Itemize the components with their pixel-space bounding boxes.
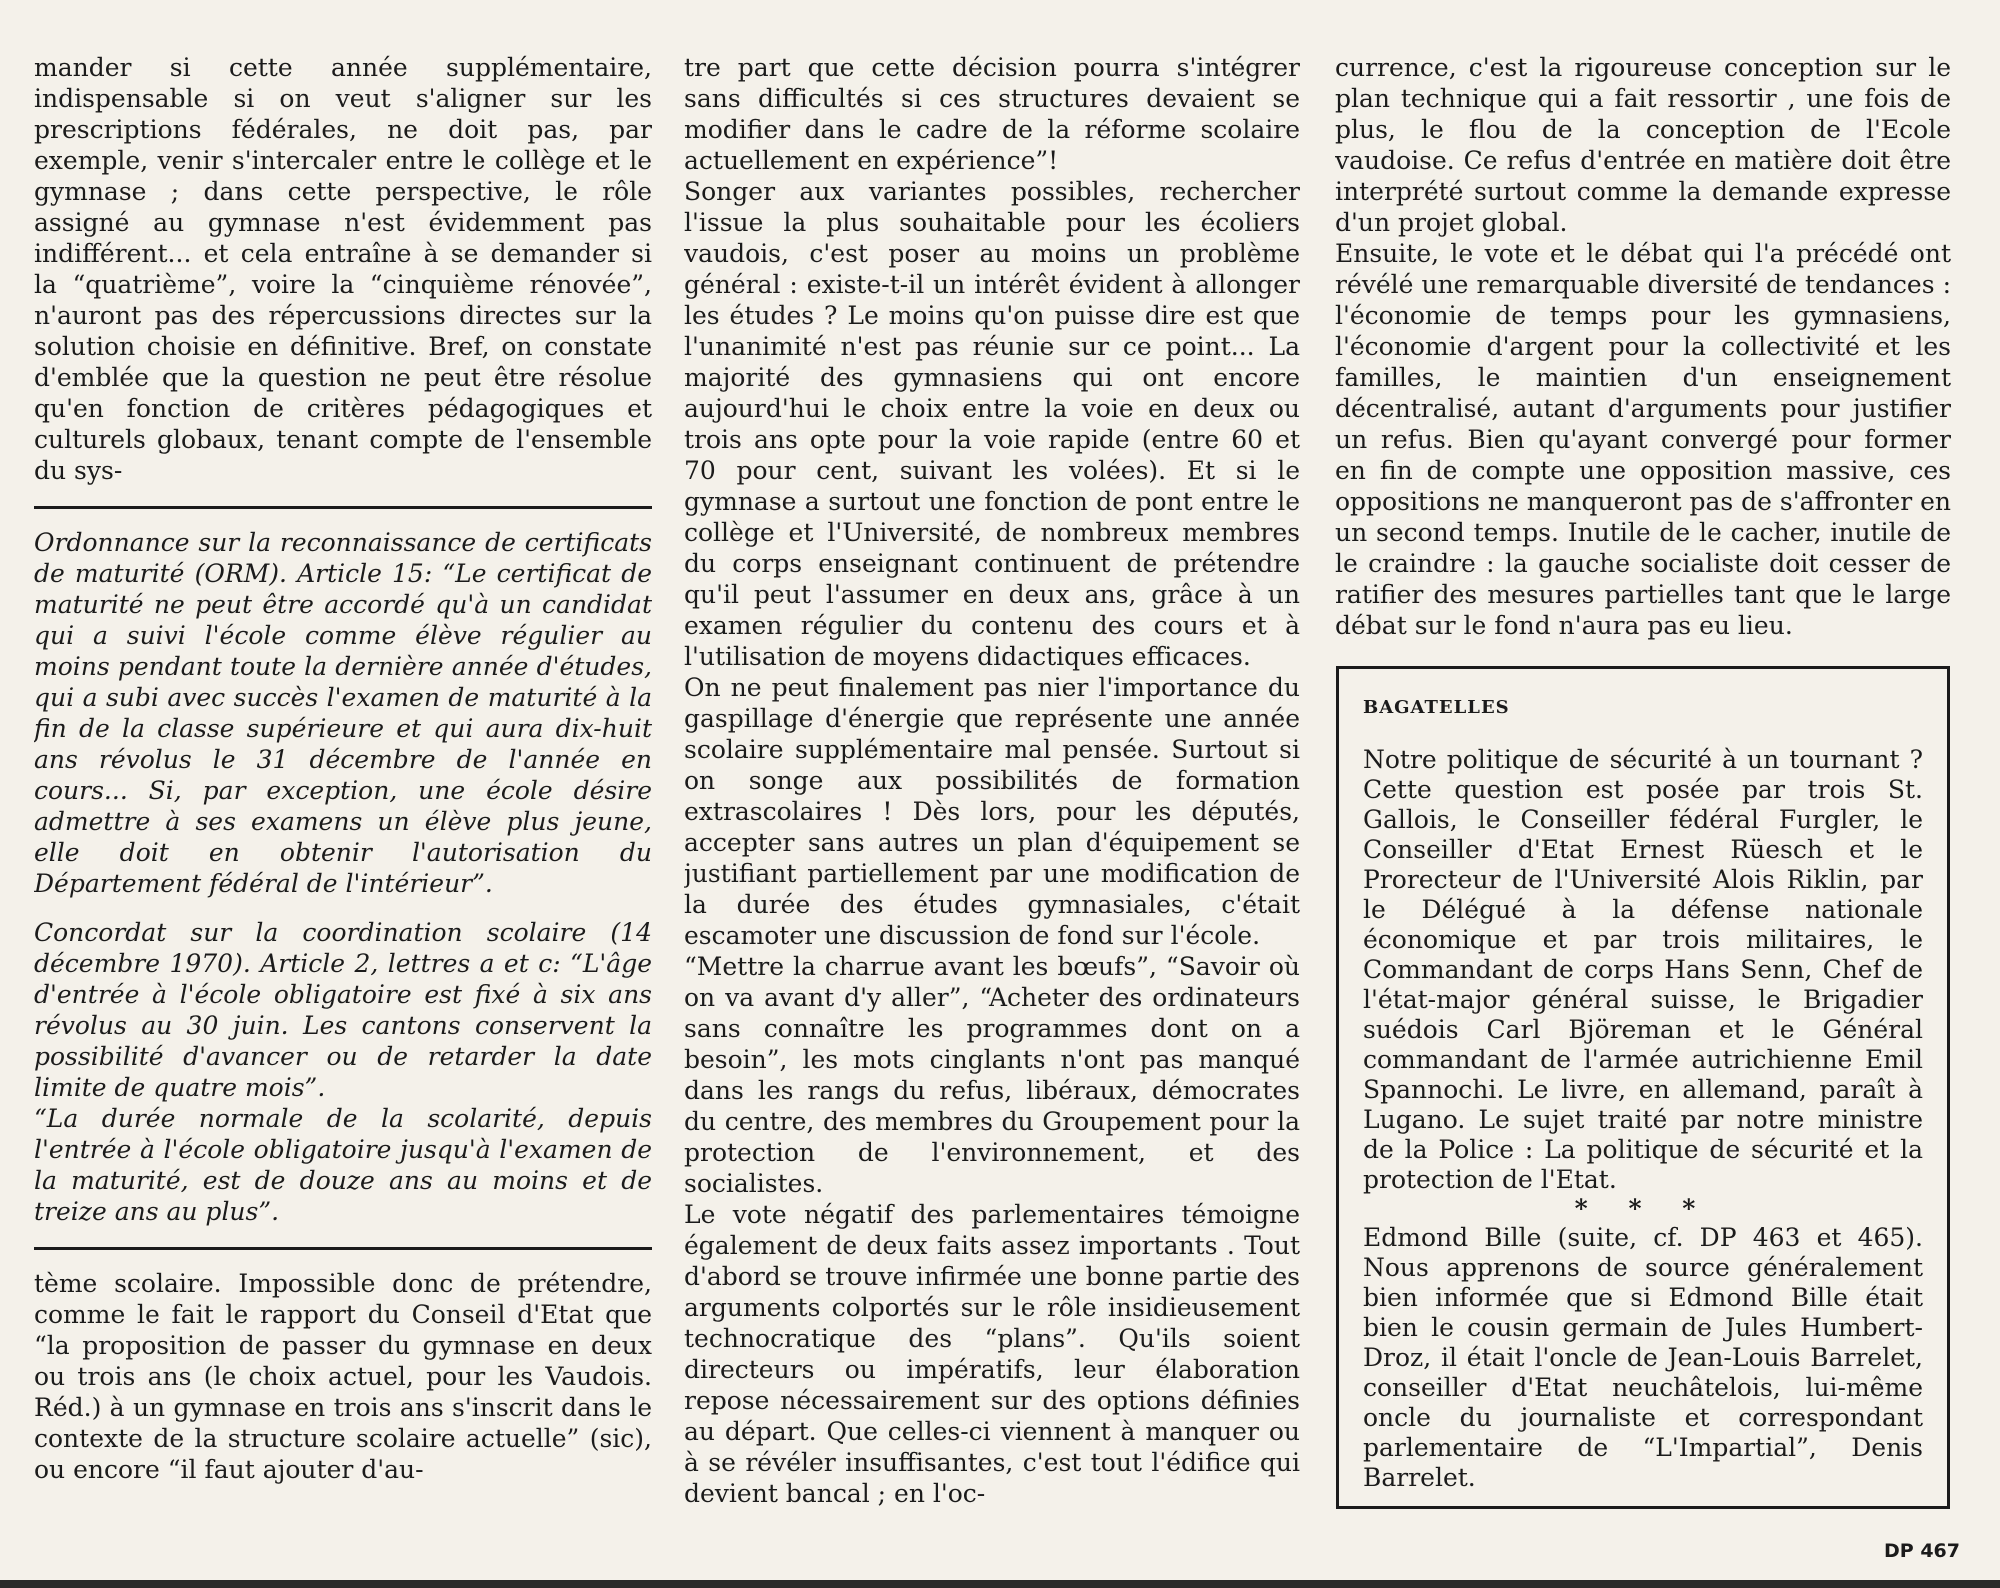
bagatelles-box (1336, 666, 1950, 1509)
column-2 (684, 52, 1300, 1542)
page-number: DP 467 (1884, 1540, 1960, 1562)
article-paragraph: Le vote négatif des parlementaires témoigne également de deux faits assez importants . Tout d'abord se trouve infirmée une bonne partie des arguments colportés sur le rôle insidieusement technocratique des “plans”. Qu'ils soient directeurs ou impératifs, leur élaboration repose nécessairement sur des options définies au départ. Que celles-ci viennent à manquer ou à se révéler insuffisantes, c'est tout l'édifice qui devient bancal ; en l'oc- (684, 1200, 1300, 1508)
article-paragraph: Ensuite, le vote et le débat qui l'a précédé ont révélé une remarquable diversité de tendances : l'économie de temps pour les gymnasiens, l'économie d'argent pour la collectivité et les familles, le maintien d'un enseignement décentralisé, autant d'arguments pour justifier un refus. Bien qu'ayant convergé pour former en fin de compte une opposition massive, ces oppositions ne manqueront pas de s'affronter en un second temps. Inutile de le cacher, inutile de le craindre : la gauche socialiste doit cesser de ratifier des mesures partielles tant que le large débat sur le fond n'aura pas eu lieu. (1335, 239, 1951, 640)
bottom-edge (0, 1580, 2000, 1588)
column-1 (34, 52, 652, 1542)
box-paragraph: Edmond Bille (suite, cf. DP 463 et 465). Nous apprenons de source généralement bien informée que si Edmond Bille était bien le cousin germain de Jules Humbert-Droz, il était l'oncle de Jean-Louis Barrelet, conseiller d'Etat neuchâtelois, lui-même oncle du journaliste et correspondant parlementaire de “L'Impartial”, Denis Barrelet. (1363, 1223, 1923, 1492)
article-paragraph: Songer aux variantes possibles, rechercher l'issue la plus souhaitable pour les écoliers vaudois, c'est poser au moins un problème général : existe-t-il un intérêt évident à allonger les études ? Le moins qu'on puisse dire est que l'unanimité n'est pas réunie sur ce point... La majorité des gymnasiens qui ont encore aujourd'hui le choix entre la voie en deux ou trois ans opte pour la voie rapide (entre 60 et 70 pour cent, suivant les volées). Et si le gymnase a surtout une fonction de pont entre le collège et l'Université, de nombreux membres du corps enseignant continuent de prétendre qu'il peut l'assumer en deux ans, grâce à un examen régulier du contenu des cours et à l'utilisation de moyens didactiques efficaces. (684, 177, 1300, 671)
divider (34, 1247, 652, 1250)
article-paragraph: On ne peut finalement pas nier l'importance du gaspillage d'énergie que représente une année scolaire supplémentaire mal pensée. Surtout si on songe aux possibilités de formation extrascolaires ! Dès lors, pour les députés, accepter sans autres un plan d'équipement se justifiant partiellement par une modification de la durée des études gymnasiales, c'était escamoter une discussion de fond sur l'école. (684, 673, 1300, 950)
article-paragraph: currence, c'est la rigoureuse conception sur le plan technique qui a fait ressortir , une fois de plus, le flou de la conception de l'Ecole vaudoise. Ce refus d'entrée en matière doit être interprété surtout comme la demande expresse d'un projet global. (1335, 53, 1951, 237)
box-paragraph: Notre politique de sécurité à un tournant ? Cette question est posée par trois St. Gallois, le Conseiller fédéral Furgler, le Conseiller d'Etat Ernest Rüesch et le Prorecteur de l'Université Alois Riklin, par le Délégué à la défense nationale économique et par trois militaires, le Commandant de corps Hans Senn, Chef de l'état-major général suisse, le Brigadier suédois Carl Björeman et le Général commandant de l'armée autrichienne Emil Spannochi. Le livre, en allemand, paraît à Lugano. Le sujet traité par notre ministre de la Police : La politique de sécurité et la protection de l'Etat. (1363, 745, 1923, 1194)
box-title: BAGATELLES (1363, 697, 1510, 718)
article-paragraph: mander si cette année supplémentaire, indispensable si on veut s'aligner sur les prescriptions fédérales, ne doit pas, par exemple, venir s'intercaler entre le collège et le gymnase ; dans cette perspective, le rôle assigné au gymnase n'est évidemment pas indifférent... et cela entraîne à se demander si la “quatrième”, voire la “cinquième rénovée”, n'auront pas des répercussions directes sur la solution choisie en définitive. Bref, on constate d'emblée que la question ne peut être résolue qu'en fonction de critères pédagogiques et culturels globaux, tenant compte de l'ensemble du sys- (34, 53, 652, 485)
article-paragraph: “Mettre la charrue avant les bœufs”, “Savoir où on va avant d'y aller”, “Acheter des ordinateurs sans connaître les programmes dont on a besoin”, les mots cinglants n'ont pas manqué dans les rangs du refus, libéraux, démocrates du centre, des membres du Groupement pour la protection de l'environnement, et des socialistes. (684, 952, 1300, 1198)
quote-duration: “La durée normale de la scolarité, depuis l'entrée à l'école obligatoire jusqu'à l'examen de la maturité, est de douze ans au moins et de treize ans au plus”. (34, 1104, 652, 1226)
divider (34, 506, 652, 509)
legal-quotes (34, 527, 652, 1227)
article-paragraph: tre part que cette décision pourra s'intégrer sans difficultés si ces structures devaient se modifier dans le cadre de la réforme scolaire actuellement en expérience”! (684, 53, 1300, 175)
quote-orm: Ordonnance sur la reconnaissance de certificats de maturité (ORM). Article 15: “Le certificat de maturité ne peut être accordé qu'à un candidat qui a suivi l'école comme élève régulier au moins pendant toute la dernière année d'études, qui a subi avec succès l'examen de maturité à la fin de la classe supérieure et qui aura dix-huit ans révolus le 31 décembre de l'année en cours... Si, par exception, une école désire admettre à ses examens un élève plus jeune, elle doit en obtenir l'autorisation du Département fédéral de l'intérieur”. (34, 528, 652, 898)
separator-stars: * * * (1574, 1194, 1712, 1223)
article-paragraph: tème scolaire. Impossible donc de prétendre, comme le fait le rapport du Conseil d'Etat que “la proposition de passer du gymnase en deux ou trois ans (le choix actuel, pour les Vaudois. Réd.) à un gymnase en trois ans s'inscrit dans le contexte de la structure scolaire actuelle” (sic), ou encore “il faut ajouter d'au- (34, 1269, 652, 1484)
quote-concordat: Concordat sur la coordination scolaire (14 décembre 1970). Article 2, lettres a et c: “L'âge d'entrée à l'école obligatoire est fixé à six ans révolus au 30 juin. Les cantons conservent la possibilité d'avancer ou de retarder la date limite de quatre mois”. (34, 918, 652, 1102)
